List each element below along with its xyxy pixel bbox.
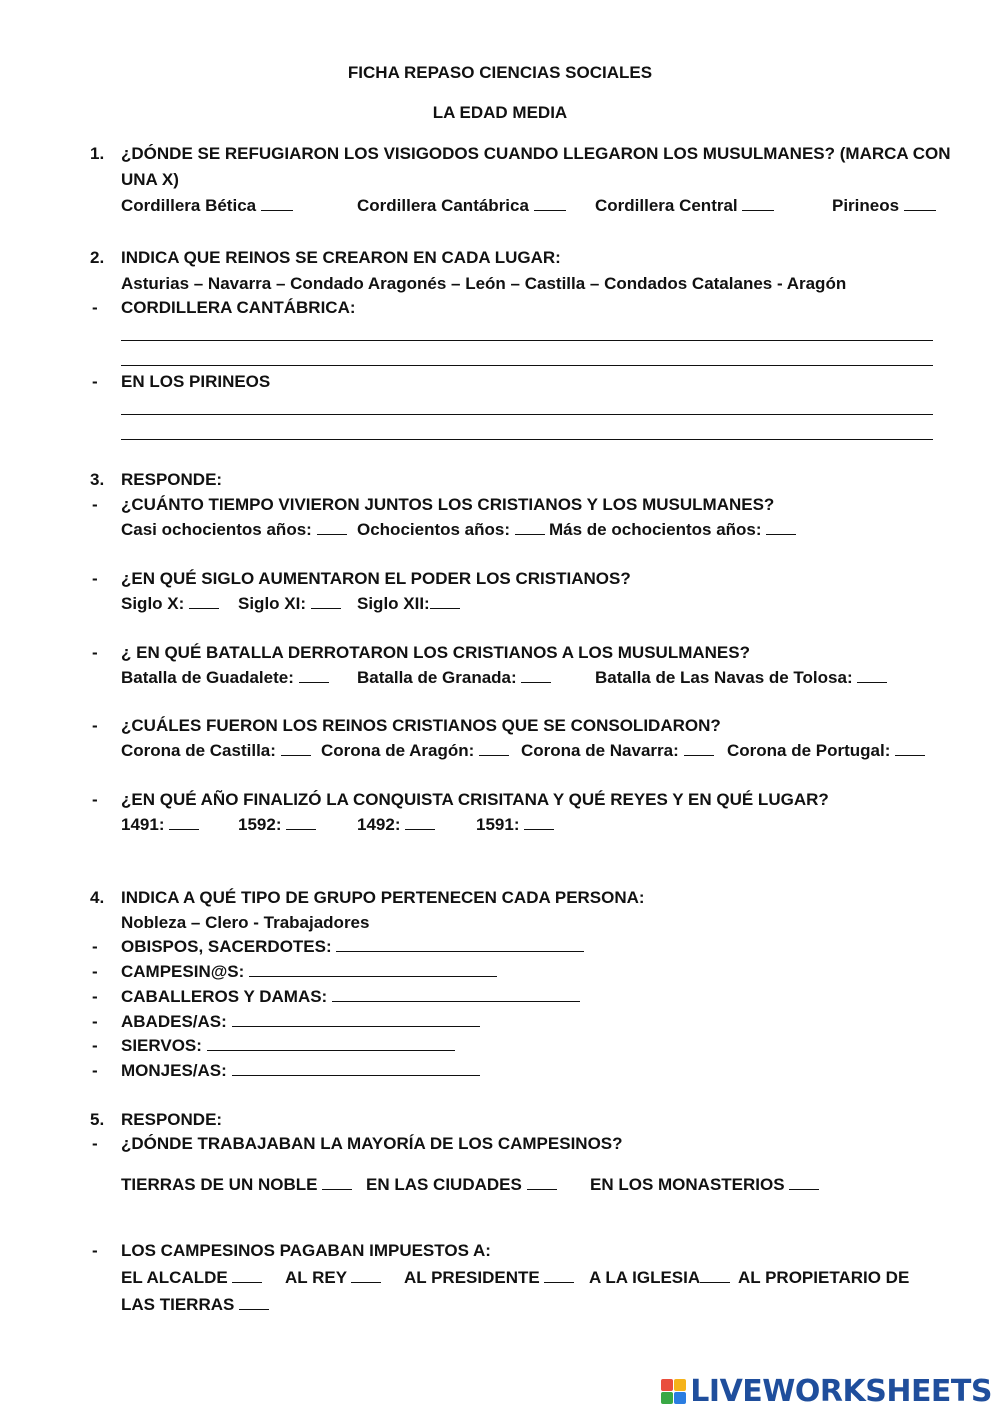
bullet-dash: - [92,937,98,956]
question-2-text: INDICA QUE REINOS SE CREARON EN CADA LUGAR: [121,248,561,267]
q3-sub2-question: ¿EN QUÉ SIGLO AUMENTARON EL PODER LOS CRISTIANOS? [121,569,631,588]
answer-blank[interactable] [479,741,509,756]
answer-blank[interactable] [299,668,329,683]
answer-blank[interactable] [232,1012,480,1027]
liveworksheets-logo [661,1375,992,1409]
bullet-dash: - [92,962,98,981]
answer-blank[interactable] [857,668,887,683]
q3-sub3-option-2[interactable]: Batalla de Granada: [357,668,551,688]
q4-item-obispos[interactable]: OBISPOS, SACERDOTES: [121,937,584,957]
q3-sub1-option-3[interactable]: Más de ochocientos años: [549,520,796,540]
q1-option-pirineos[interactable]: Pirineos [832,196,936,216]
answer-blank[interactable] [332,987,580,1002]
liveworksheets-brand: LIVEWORKSHEETS [690,1374,992,1409]
q3-sub4-option-1[interactable]: Corona de Castilla: [121,741,311,761]
answer-blank[interactable] [232,1268,262,1283]
question-1-text: ¿DÓNDE SE REFUGIARON LOS VISIGODOS CUANDO LLEGARON LOS MUSULMANES? (MARCA CON [121,144,951,163]
q4-item-campesinos[interactable]: CAMPESIN@S: [121,962,497,982]
answer-blank[interactable] [281,741,311,756]
q3-sub2-option-2[interactable]: Siglo XI: [238,594,341,614]
answer-blank[interactable] [207,1036,455,1051]
q3-sub3-option-3[interactable]: Batalla de Las Navas de Tolosa: [595,668,887,688]
answer-blank[interactable] [742,196,774,211]
answer-blank[interactable] [286,815,316,830]
answer-blank[interactable] [317,520,347,535]
bullet-dash: - [92,1061,98,1080]
answer-blank[interactable] [684,741,714,756]
question-5-title: RESPONDE: [121,1110,223,1129]
pirineos-label: EN LOS PIRINEOS [121,372,271,391]
answer-blank[interactable] [766,520,796,535]
q3-sub5-option-3[interactable]: 1492: [357,815,435,835]
answer-blank[interactable] [524,815,554,830]
answer-blank[interactable] [544,1268,574,1283]
bullet-dash: - [92,298,98,317]
answer-blank[interactable] [169,815,199,830]
q5-sub1-question: ¿DÓNDE TRABAJABAN LA MAYORÍA DE LOS CAMPESINOS? [121,1134,623,1153]
bullet-dash: - [92,716,98,735]
q3-sub4-option-3[interactable]: Corona de Navarra: [521,741,714,761]
logo-square-yellow [674,1379,686,1391]
worksheet-title: FICHA REPASO CIENCIAS SOCIALES [347,63,653,82]
q5-sub2-question: LOS CAMPESINOS PAGABAN IMPUESTOS A: [121,1241,491,1260]
question-5-number: 5. [90,1110,105,1129]
q3-sub2-option-1[interactable]: Siglo X: [121,594,219,614]
bullet-dash: - [92,1241,98,1260]
q3-sub1-option-2[interactable]: Ochocientos años: [357,520,545,540]
bullet-dash: - [92,1036,98,1055]
q1-option-betica[interactable]: Cordillera Bética [121,196,293,216]
q4-item-monjes[interactable]: MONJES/AS: [121,1061,480,1081]
q5-sub2-option-4[interactable]: A LA IGLESIA [589,1268,730,1288]
q4-item-siervos[interactable]: SIERVOS: [121,1036,455,1056]
q3-sub5-option-2[interactable]: 1592: [238,815,316,835]
q4-item-abades[interactable]: ABADES/AS: [121,1012,480,1032]
answer-blank[interactable] [527,1175,557,1190]
question-1-number: 1. [90,144,105,163]
liveworksheets-mark-icon [661,1379,687,1405]
answer-blank[interactable] [232,1061,480,1076]
question-3-number: 3. [90,470,105,489]
answer-blank[interactable] [261,196,293,211]
q5-sub2-option-5: AL PROPIETARIO DE [738,1268,910,1287]
q5-sub1-option-3[interactable]: EN LOS MONASTERIOS [590,1175,819,1195]
answer-line[interactable] [121,340,933,341]
q3-sub4-question: ¿CUÁLES FUERON LOS REINOS CRISTIANOS QUE SE CONSOLIDARON? [121,716,721,735]
answer-blank[interactable] [239,1295,269,1310]
answer-line[interactable] [121,439,933,440]
answer-blank[interactable] [189,594,219,609]
answer-blank[interactable] [311,594,341,609]
logo-square-green [661,1392,673,1404]
answer-blank[interactable] [895,741,925,756]
q3-sub3-option-1[interactable]: Batalla de Guadalete: [121,668,329,688]
bullet-dash: - [92,495,98,514]
q3-sub5-option-4[interactable]: 1591: [476,815,554,835]
answer-line[interactable] [121,365,933,366]
logo-square-red [661,1379,673,1391]
q1-option-cantabrica[interactable]: Cordillera Cantábrica [357,196,566,216]
answer-blank[interactable] [336,937,584,952]
bullet-dash: - [92,569,98,588]
q5-sub2-option-5-cont[interactable]: LAS TIERRAS [121,1295,269,1315]
question-1-text-cont: UNA X) [121,170,179,189]
q3-sub2-option-3[interactable]: Siglo XII: [357,594,460,614]
answer-line[interactable] [121,414,933,415]
logo-square-blue [674,1392,686,1404]
answer-blank[interactable] [322,1175,352,1190]
q3-sub4-option-4[interactable]: Corona de Portugal: [727,741,925,761]
answer-blank[interactable] [351,1268,381,1283]
answer-blank[interactable] [430,594,460,609]
kingdoms-list: Asturias – Navarra – Condado Aragonés – León – Castilla – Condados Catalanes - Aragón [121,274,847,293]
q1-option-central[interactable]: Cordillera Central [595,196,774,216]
q5-sub1-option-1[interactable]: TIERRAS DE UN NOBLE [121,1175,352,1195]
answer-blank[interactable] [789,1175,819,1190]
q5-sub2-option-3[interactable]: AL PRESIDENTE [404,1268,574,1288]
cantabrica-label: CORDILLERA CANTÁBRICA: [121,298,356,317]
worksheet-subtitle: LA EDAD MEDIA [432,103,568,122]
question-4-number: 4. [90,888,105,907]
bullet-dash: - [92,1134,98,1153]
question-2-number: 2. [90,248,105,267]
q4-item-caballeros[interactable]: CABALLEROS Y DAMAS: [121,987,580,1007]
answer-blank[interactable] [700,1268,730,1283]
answer-blank[interactable] [249,962,497,977]
groups-list: Nobleza – Clero - Trabajadores [121,913,370,932]
q3-sub5-question: ¿EN QUÉ AÑO FINALIZÓ LA CONQUISTA CRISITANA Y QUÉ REYES Y EN QUÉ LUGAR? [121,790,829,809]
question-3-title: RESPONDE: [121,470,223,489]
answer-blank[interactable] [904,196,936,211]
answer-blank[interactable] [405,815,435,830]
bullet-dash: - [92,790,98,809]
q3-sub1-option-1[interactable]: Casi ochocientos años: [121,520,347,540]
bullet-dash: - [92,1012,98,1031]
q5-sub1-option-2[interactable]: EN LAS CIUDADES [366,1175,557,1195]
answer-blank[interactable] [534,196,566,211]
q3-sub3-question: ¿ EN QUÉ BATALLA DERROTARON LOS CRISTIANOS A LOS MUSULMANES? [121,643,750,662]
q5-sub2-option-2[interactable]: AL REY [285,1268,381,1288]
bullet-dash: - [92,987,98,1006]
question-4-text: INDICA A QUÉ TIPO DE GRUPO PERTENECEN CADA PERSONA: [121,888,645,907]
q3-sub4-option-2[interactable]: Corona de Aragón: [321,741,509,761]
bullet-dash: - [92,372,98,391]
answer-blank[interactable] [521,668,551,683]
answer-blank[interactable] [515,520,545,535]
q3-sub5-option-1[interactable]: 1491: [121,815,199,835]
q5-sub2-option-1[interactable]: EL ALCALDE [121,1268,262,1288]
bullet-dash: - [92,643,98,662]
q3-sub1-question: ¿CUÁNTO TIEMPO VIVIERON JUNTOS LOS CRISTIANOS Y LOS MUSULMANES? [121,495,775,514]
